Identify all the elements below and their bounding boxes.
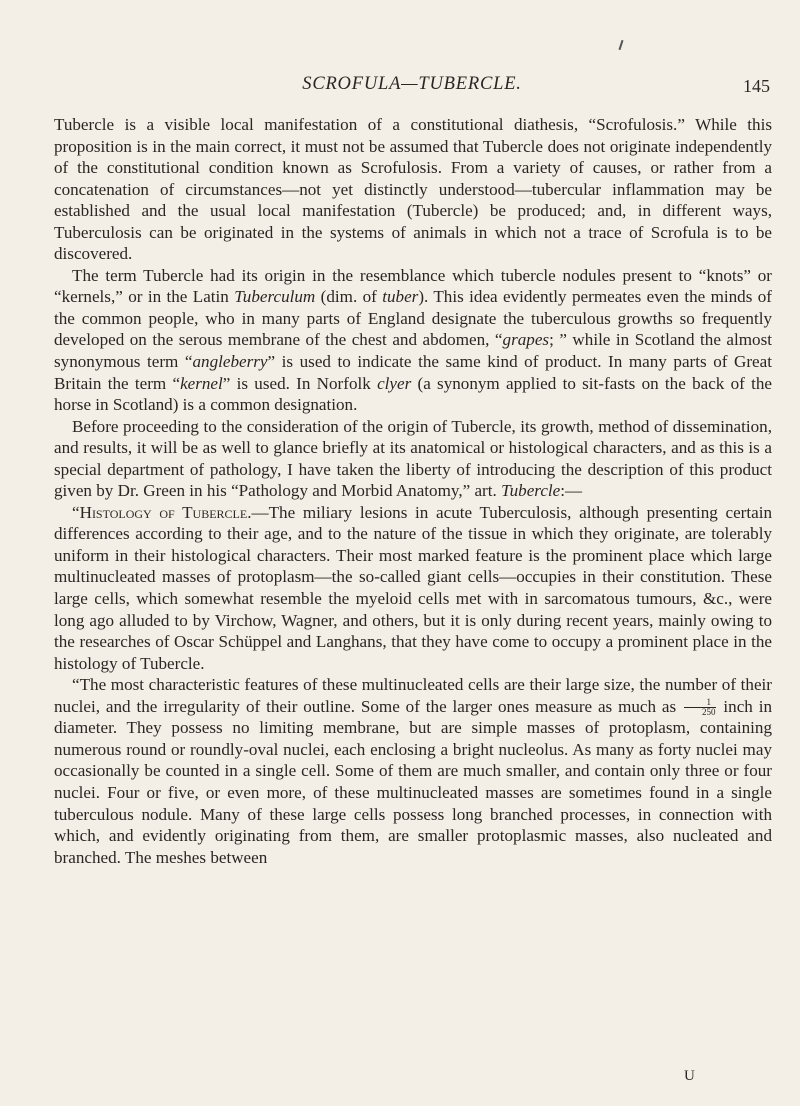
small-caps-heading: Histology of Tubercle. — [79, 502, 252, 522]
page-number: 145 — [743, 76, 770, 96]
paragraph: Before proceeding to the consideration of the origin of Tubercle, its growth, method of dissemination, and results, it will be as well to glance briefly at its anatomical or histological characters, and as this is a special department of pathology, I have taken the liberty of introducing the description of this product given by Dr. Green in his “Pathology and Morbid Anatomy,” art. Tubercle:— — [54, 416, 772, 501]
quoted-paragraph: “The most characteristic features of these multinucleated cells are their large size, the number of their nuclei, and the irregularity of their outline. Some of the larger ones measure as much as $\frac{1}{250}$ inch in diameter. They possess no limiting membrane, but are simple masses of protoplasm, containing numerous round or roundly-oval nuclei, each enclosing a bright nucleolus. As many as forty nuclei may occasionally be counted in a single cell. Some of them are much smaller, and contain only three or four nuclei. Four or five, or even more, of these multinucleated masses are sometimes found in a single tuberculous nodule. Many of these large cells possess long branched processes, in connection with which, and evidently originating from them, are smaller protoplasmic masses, also nucleated and branched. The meshes between — [54, 675, 772, 867]
page-header — [54, 74, 770, 100]
italic-term: kernel — [180, 373, 223, 393]
fraction — [684, 698, 716, 717]
signature-mark: U — [684, 1068, 695, 1084]
quoted-paragraph: “Histology of Tubercle.—The miliary lesions in acute Tuberculosis, although presenting certain differences according to their age, and to the nature of the tissue in which they originate, are tolerably uniform in their histological characters. Their most marked feature is the prominent place which large multinucleated masses of protoplasm—the so-called giant cells—occupies in their constitution. These large cells, which somewhat resemble the myeloid cells met with in sarcomatous tumours, &c., were long ago alluded to by Virchow, Wagner, and others, but it is only during recent years, mainly owing to the researches of Oscar Schüppel and Langhans, that they have come to occupy a prominent place in the histology of Tubercle. — [54, 502, 772, 673]
fraction-denominator: 250 — [702, 707, 716, 718]
paragraph: Tubercle is a visible local manifestation of a constitutional diathesis, “Scrofulosis.” While this proposition is in the main correct, it must not be assumed that Tubercle does not originate independently of the constitutional condition known as Scrofulosis. From a variety of causes, or rather from a concatenation of circumstances—not yet distinctly understood—tubercular inflammation may be established and the usual local manifestation (Tubercle) be produced; and, in different ways, Tuberculosis can be originated in the systems of animals in which not a trace of Scrofula is to be discovered. — [54, 115, 772, 264]
italic-term: Tuberculum — [234, 287, 316, 307]
body-text — [54, 114, 772, 868]
italic-term: grapes — [502, 330, 550, 350]
running-title: SCROFULA—TUBERCLE. — [302, 74, 522, 94]
italic-term: angleberry — [192, 352, 268, 372]
italic-term: Tubercle — [501, 481, 561, 501]
italic-term: clyer — [377, 373, 412, 393]
stray-ink-mark — [619, 40, 624, 50]
fraction-numerator: 1 — [684, 698, 716, 708]
italic-term: tuber — [382, 287, 419, 307]
paragraph: The term Tubercle had its origin in the resemblance which tubercle nodules present to “knots” or “kernels,” or in the Latin Tuberculum (dim. of tuber). This idea evidently permeates even the minds of the common people, who in many parts of England designate the tuberculous growths so frequently developed on the serous membrane of the chest and abdomen, “grapes; ” while in Scotland the almost synonymous term “angleberry” is used to indicate the same kind of product. In many parts of Great Britain the term “kernel” is used. In Norfolk clyer (a synonym applied to sit-fasts on the back of the horse in Scotland) is a common designation. — [54, 265, 772, 415]
